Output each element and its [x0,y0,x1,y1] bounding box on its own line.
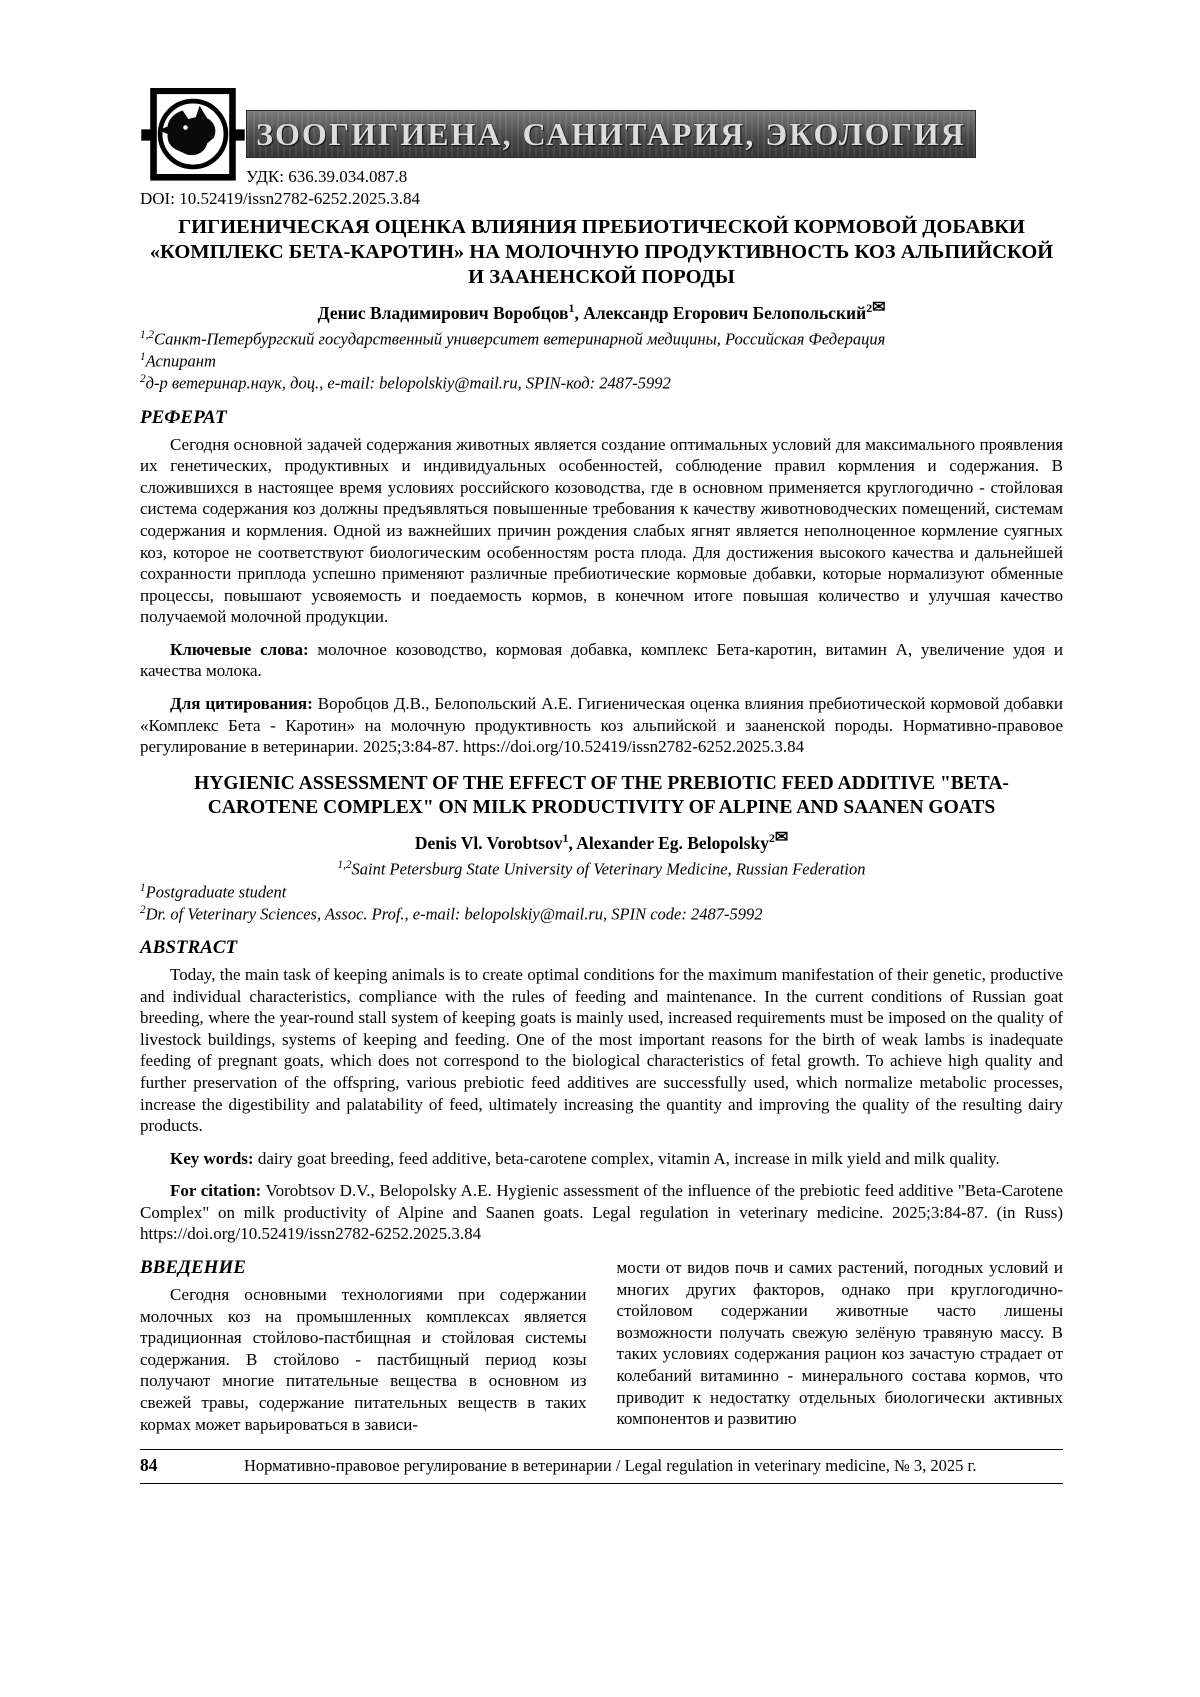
masthead-right [246,88,976,187]
introduction-heading: ВВЕДЕНИЕ [140,1257,246,1279]
citation-label-ru: Для цитирования: [170,693,313,713]
affiliation-line: $^1$Postgraduate student [140,881,287,902]
affiliations-ru [140,328,1063,395]
introduction-section [140,1257,1063,1435]
banner-title: ЗООГИГИЕНА, САНИТАРИЯ, ЭКОЛОГИЯ [256,115,966,152]
intro-column-left [140,1257,587,1435]
authors-en [140,827,1063,854]
affiliation-line: $^1$Аспирант [140,351,216,371]
abstract-ru: Сегодня основной задачей содержания животных является создание оптимальных условий для максимального проявления их генетических, продуктивных и индивидуальных особенностей, соблюдение правил кормления и содержания. В сложившихся в настоящее время условиях российского козоводства, где в основном применяется круглогодично - стойловая система содержания коз должны предъявляться повышенные требования к качеству животноводческих помещений, системам содержания и кормления. Одной из важнейших причин рождения слабых ягнят является неполноценное кормление суягных коз, которое не соответствуют биологическим особенностям роста плода. Для достижения высокого качества и дальнейшей сохранности приплода успешно применяют различные пребиотические кормовые добавки, которые нормализуют обменные процессы, повышают усвояемость и поедаемость кормов, в конечном итоге повышая количество и улучшая качество получаемой молочной продукции. [140,434,1063,627]
dog-emblem-icon [140,88,246,182]
affiliation-line: $^{1,2}$Saint Petersburg State University of Veterinary Medicine, Russian Federation [337,859,866,879]
article-title-ru: ГИГИЕНИЧЕСКАЯ ОЦЕНКА ВЛИЯНИЯ ПРЕБИОТИЧЕСКОЙ КОРМОВОЙ ДОБАВКИ «КОМПЛЕКС БЕТА-КАРОТИН» НА МОЛОЧНУЮ ПРОДУКТИВНОСТЬ КОЗ АЛЬПИЙСКОЙ И ЗААНЕНСКОЙ ПОРОДЫ [149,216,1054,288]
affiliation-line: $^{1,2}$Санкт-Петербургский государственный университет ветеринарной медицины, Российская Федерация [140,328,886,349]
author-separator: , [574,302,584,323]
intro-column-right [617,1257,1064,1435]
author-sup: 2 [866,301,873,315]
affiliation-line: $^2$Dr. of Veterinary Sciences, Assoc. Prof., e-mail: belopolskiy@mail.ru, SPIN code: 2487-5992 [140,903,763,924]
abstract-heading-en: ABSTRACT [140,937,238,959]
author-separator: , [568,833,577,854]
keywords-label-ru: Ключевые слова: [170,639,309,659]
section-banner [246,110,976,158]
author-sup: 2 [768,831,775,846]
udk-line: УДК: 636.39.034.087.8 [246,167,408,186]
intro-text-left: Сегодня основными технологиями при содержании молочных коз на промышленных комплексах является традиционная стойлово-пастбищная и стойловая системы содержания. В стойлово - пастбищный период козы получают многие питательные вещества в основном из свежей травы, содержание питательных веществ в таких кормах может варьироваться в зависи- [140,1285,587,1434]
email-icon: ✉ [774,829,789,847]
abstract-en: Today, the main task of keeping animals is to create optimal conditions for the maximum manifestation of their genetic, productive and individual characteristics, compliance with the rules of feeding and maintenance. In the current conditions of Russian goat breeding, where the year-round stall system of keeping goats is mainly used, increased requirements must be imposed on the quality of livestock buildings, systems of keeping and feeding. One of the most important reasons for the birth of weak lambs is inadequate feeding of pregnant goats, which does not correspond to the biological characteristics of fetal growth. To achieve high quality and further preservation of the offspring, various prebiotic feed additives are successfully used, which normalize metabolic processes, increase the digestibility and palatability of feed, ultimately increasing the quantity and improving the quality of the resulting dairy products. [140,965,1063,1136]
email-icon: ✉ [872,299,886,316]
author-sup: 1 [568,301,575,315]
doi-line: DOI: 10.52419/issn2782-6252.2025.3.84 [140,189,421,208]
masthead [140,88,976,187]
citation-label-en: For citation: [170,1181,262,1201]
author-name: Denis Vl. Vorobtsov [414,833,563,854]
authors-ru [140,297,1063,324]
author-sup: 1 [562,831,569,846]
abstract-heading-ru: РЕФЕРАТ [140,406,227,428]
intro-text-right: мости от видов почв и самих растений, погодных условий и многих других факторов, однако при круглогодично-стойловом содержании животные часто лишены возможности получать свежую зелёную травяную массу. В таких условиях содержания рацион коз зачастую страдает от колебаний витаминно - минерального состава кормов, что приводит к недостатку отдельных биологически активных компонентов и развитию [616,1258,1063,1429]
keywords-en: Key words: dairy goat breeding, feed additive, beta-carotene complex, vitamin A, increase in milk yield and milk quality. [170,1148,1000,1168]
author-name: Alexander Eg. Belopolsky [576,833,769,854]
affiliation-line: $^2$д-р ветеринар.наук, доц., e-mail: belopolskiy@mail.ru, SPIN-код: 2487-5992 [140,373,671,393]
author-name: Денис Владимирович Воробцов [317,302,569,323]
keywords-label-en: Key words: [170,1148,254,1168]
journal-logo [140,88,246,182]
affiliations-en [140,858,1063,925]
citation-en: For citation: Vorobtsov D.V., Belopolsky A.E. Hygienic assessment of the influence of the prebiotic feed additive "Beta-Carotene Complex" on milk productivity of Alpine and Saanen goats. Legal regulation in veterinary medicine. 2025;3:84-87. (in Russ) https://doi.org/10.52419/issn2782-6252.2025.3.84 [140,1181,1063,1244]
citation-ru: Для цитирования: Воробцов Д.В., Белопольский А.Е. Гигиеническая оценка влияния пребиотической кормовой добавки «Комплекс Бета - Каротин» на молочную продуктивность коз альпийской и зааненской породы. Нормативно-правовое регулирование в ветеринарии. 2025;3:84-87. https://doi.org/10.52419/issn2782-6252.2025.3.84 [140,693,1063,757]
article-title-en: HYGIENIC ASSESSMENT OF THE EFFECT OF THE PREBIOTIC FEED ADDITIVE "BETA-CAROTENE COMPLEX" ON MILK PRODUCTIVITY OF ALPINE AND SAANEN GOATS [194,772,1009,819]
journal-line: Нормативно-правовое регулирование в ветеринарии / Legal regulation in veterinary medicine, № 3, 2025 г. [243,1456,977,1476]
author-name: Александр Егорович Белопольский [583,302,867,323]
keywords-ru: Ключевые слова: молочное козоводство, кормовая добавка, комплекс Бета-каротин, витамин А, увеличение удоя и качества молока. [140,639,1063,681]
page-number: 84 [140,1455,158,1476]
page-footer [140,1449,1063,1484]
